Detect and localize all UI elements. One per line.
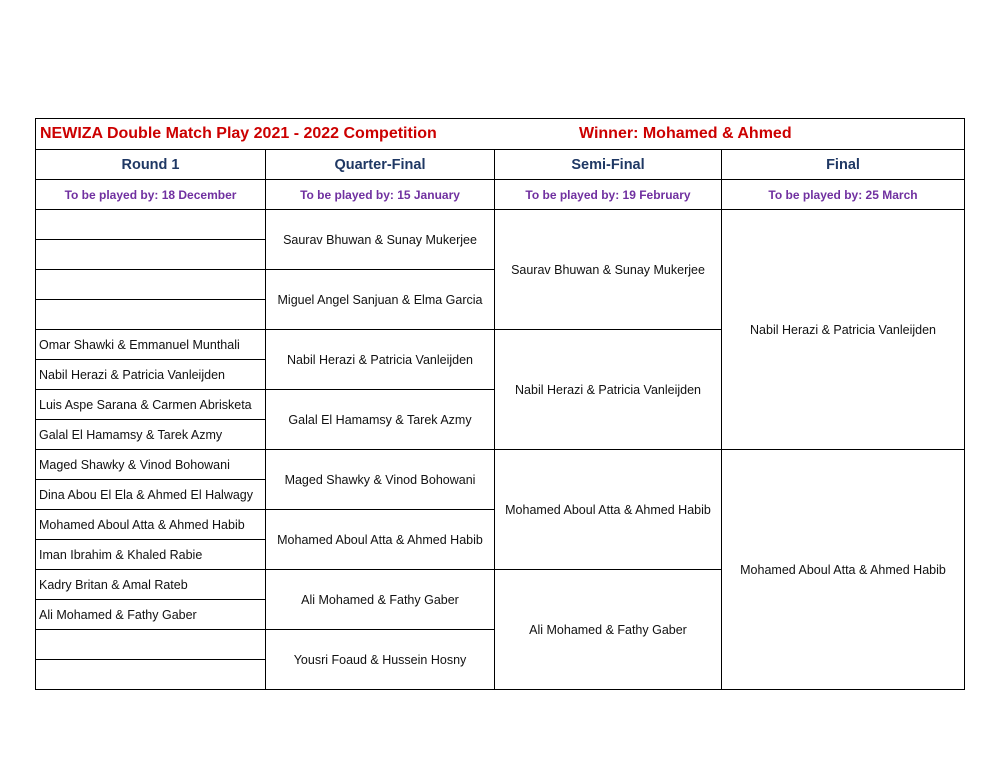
due-date-quarter-final: To be played by: 15 January: [266, 180, 495, 210]
quarter-final-entry: Yousri Foaud & Hussein Hosny: [266, 630, 495, 690]
round1-entry: [36, 630, 266, 660]
round1-entry: Luis Aspe Sarana & Carmen Abrisketa: [36, 390, 266, 420]
winner-label: Winner: Mohamed & Ahmed: [579, 125, 792, 142]
bracket-table: [35, 118, 965, 690]
round-header-row: [36, 150, 965, 180]
round1-entry: Galal El Hamamsy & Tarek Azmy: [36, 420, 266, 450]
due-date-final: To be played by: 25 March: [722, 180, 965, 210]
bracket-row: [36, 450, 965, 480]
semi-final-entry: Mohamed Aboul Atta & Ahmed Habib: [495, 450, 722, 570]
quarter-final-entry: Ali Mohamed & Fathy Gaber: [266, 570, 495, 630]
quarter-final-entry: Galal El Hamamsy & Tarek Azmy: [266, 390, 495, 450]
final-entry: Mohamed Aboul Atta & Ahmed Habib: [722, 450, 965, 690]
round1-entry: Nabil Herazi & Patricia Vanleijden: [36, 360, 266, 390]
round1-entry: Omar Shawki & Emmanuel Munthali: [36, 330, 266, 360]
title-cell: [36, 119, 965, 150]
round1-entry: Ali Mohamed & Fathy Gaber: [36, 600, 266, 630]
quarter-final-entry: Mohamed Aboul Atta & Ahmed Habib: [266, 510, 495, 570]
round-header-final: Final: [722, 150, 965, 180]
round1-entry: Mohamed Aboul Atta & Ahmed Habib: [36, 510, 266, 540]
quarter-final-entry: Nabil Herazi & Patricia Vanleijden: [266, 330, 495, 390]
due-date-round1: To be played by: 18 December: [36, 180, 266, 210]
round1-entry: Maged Shawky & Vinod Bohowani: [36, 450, 266, 480]
quarter-final-entry: Maged Shawky & Vinod Bohowani: [266, 450, 495, 510]
round1-entry: [36, 660, 266, 690]
title-row: [36, 119, 965, 150]
round1-entry: Kadry Britan & Amal Rateb: [36, 570, 266, 600]
due-date-semi-final: To be played by: 19 February: [495, 180, 722, 210]
bracket-row: [36, 210, 965, 240]
semi-final-entry: Nabil Herazi & Patricia Vanleijden: [495, 330, 722, 450]
quarter-final-entry: Miguel Angel Sanjuan & Elma Garcia: [266, 270, 495, 330]
due-date-row: [36, 180, 965, 210]
round1-entry: [36, 300, 266, 330]
round-header-round1: Round 1: [36, 150, 266, 180]
quarter-final-entry: Saurav Bhuwan & Sunay Mukerjee: [266, 210, 495, 270]
round-header-quarter-final: Quarter-Final: [266, 150, 495, 180]
round1-entry: Iman Ibrahim & Khaled Rabie: [36, 540, 266, 570]
semi-final-entry: Ali Mohamed & Fathy Gaber: [495, 570, 722, 690]
round1-entry: [36, 210, 266, 240]
round-header-semi-final: Semi-Final: [495, 150, 722, 180]
competition-title: NEWIZA Double Match Play 2021 - 2022 Competition: [40, 125, 437, 142]
round1-entry: [36, 240, 266, 270]
semi-final-entry: Saurav Bhuwan & Sunay Mukerjee: [495, 210, 722, 330]
round1-entry: Dina Abou El Ela & Ahmed El Halwagy: [36, 480, 266, 510]
final-entry: Nabil Herazi & Patricia Vanleijden: [722, 210, 965, 450]
round1-entry: [36, 270, 266, 300]
